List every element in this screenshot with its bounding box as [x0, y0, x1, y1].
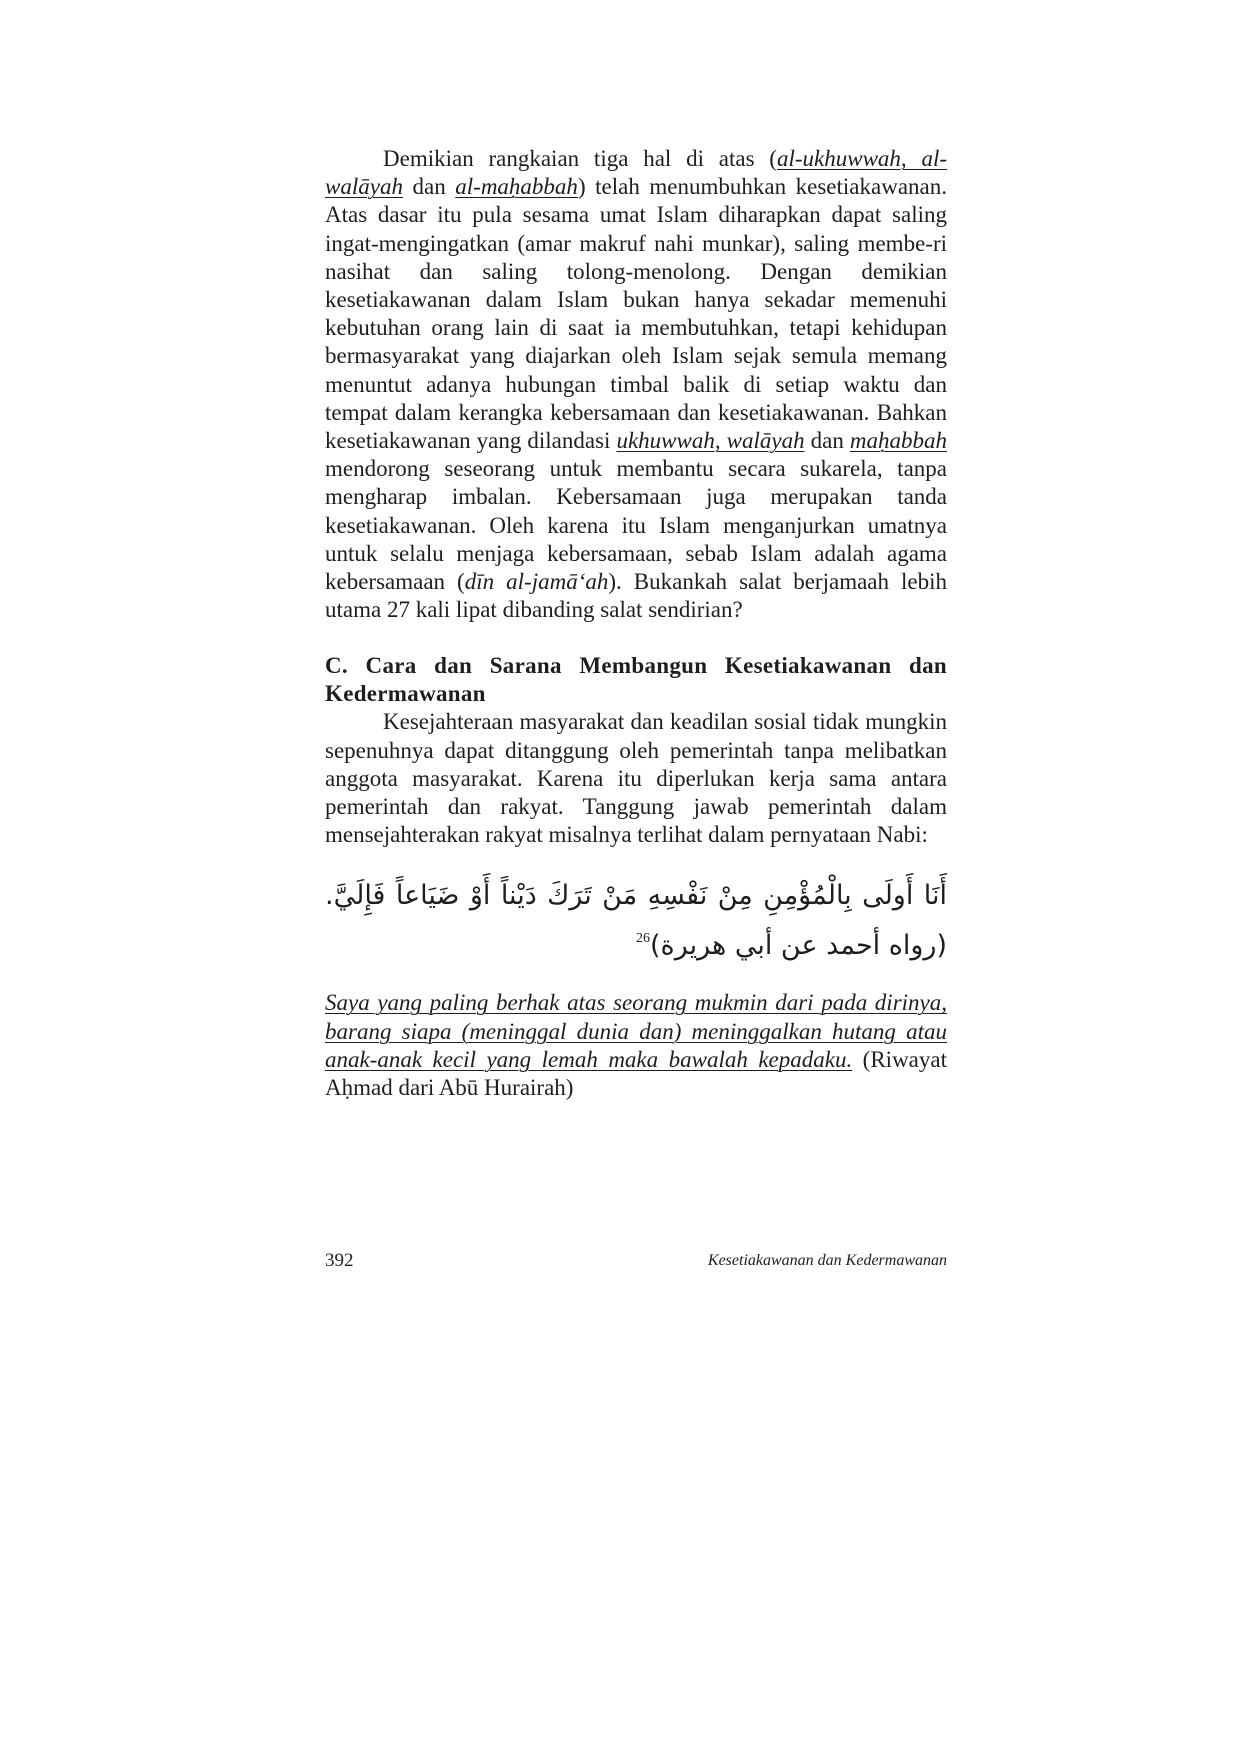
- italic-term: al-maḥabbah: [455, 174, 578, 200]
- text-run: ). Bukankah salat berjamaah lebih utama 27 kali lipat dibanding salat sendirian?: [325, 569, 948, 623]
- page-footer: [325, 1250, 947, 1274]
- text-run: Demikian rangkaian tiga hal di atas (: [383, 146, 777, 171]
- translation-italic: Saya yang paling berhak atas seorang mukmin dari pada dirinya, barang siapa (meninggal dunia dan) meninggalkan hutang atau anak-anak kecil yang lemah maka bawalah kepadaku.: [325, 990, 947, 1072]
- hadith-translation: [325, 989, 947, 1102]
- page-number: 392: [325, 1250, 354, 1271]
- section-heading: C. Cara dan Sarana Membangun Kesetiakawanan dan Kedermawanan: [325, 653, 947, 707]
- italic-term: al-ukhuwwah, al-walāyah: [325, 146, 947, 200]
- arabic-text: أَنَا أَولَى بِالْمُؤْمِنِ مِنْ نَفْسِهِ مَنْ تَرَكَ دَيْناً أَوْ ضَيَاعاً فَإِلَيَّ. (رواه أحمد عن أبي هريرة): [325, 880, 947, 962]
- text-run: dan: [402, 174, 456, 200]
- paragraph-kesejahteraan: [325, 708, 947, 849]
- text-run: ) telah menumbuhkan kesetiakawanan. Atas dasar itu pula sesama umat Islam diharapkan dapat saling ingat-mengingatkan (amar makruf nahi munkar), saling membe-ri nasihat dan saling tolong-menolong. Dengan demikian kesetiakawanan dalam Islam bukan hanya sekadar memenuhi kebutuhan orang lain di saat ia membutuhkan, tetapi kehidupan bermasyarakat yang diajarkan oleh Islam sejak semula memang menuntut adanya hubungan timbal balik di setiap waktu dan tempat dalam kerangka kebersamaan dan kesetiakawanan. Bahkan kesetiakawanan yang dilandasi: [325, 174, 947, 454]
- translation-source: (Riwayat Aḥmad dari Abū Hurairah): [325, 1046, 947, 1101]
- text-run: mendorong seseorang untuk membantu secara sukarela, tanpa mengharap imbalan. Kebersamaan juga merupakan tanda kesetiakawanan. Oleh karena itu Islam menganjurkan umatnya untuk selalu menjaga kebersamaan, sebab Islam adalah agama kebersamaan (: [325, 456, 947, 595]
- hadith-arabic: [325, 871, 947, 971]
- text-run: dan: [804, 428, 850, 454]
- footnote-marker: 26: [636, 931, 651, 947]
- italic-term: maḥabbah: [849, 428, 947, 454]
- italic-term: dīn al-jamā‘ah: [464, 569, 609, 595]
- text-run: Kesejahteraan masyarakat dan keadilan sosial tidak mungkin sepenuhnya dapat ditanggung oleh pemerintah tanpa melibatkan anggota masyarakat. Karena itu diperlukan kerja sama antara pemerintah dan rakyat. Tanggung jawab pemerintah dalam mensejahterakan rakyat misalnya terlihat dalam pernyataan Nabi:: [325, 709, 947, 848]
- paragraph-kesetiakawanan: [325, 145, 947, 624]
- italic-term: ukhuwwah, walāyah: [616, 428, 805, 454]
- running-title: Kesetiakawanan dan Kedermawanan: [707, 1252, 947, 1269]
- page-body: [325, 145, 947, 1102]
